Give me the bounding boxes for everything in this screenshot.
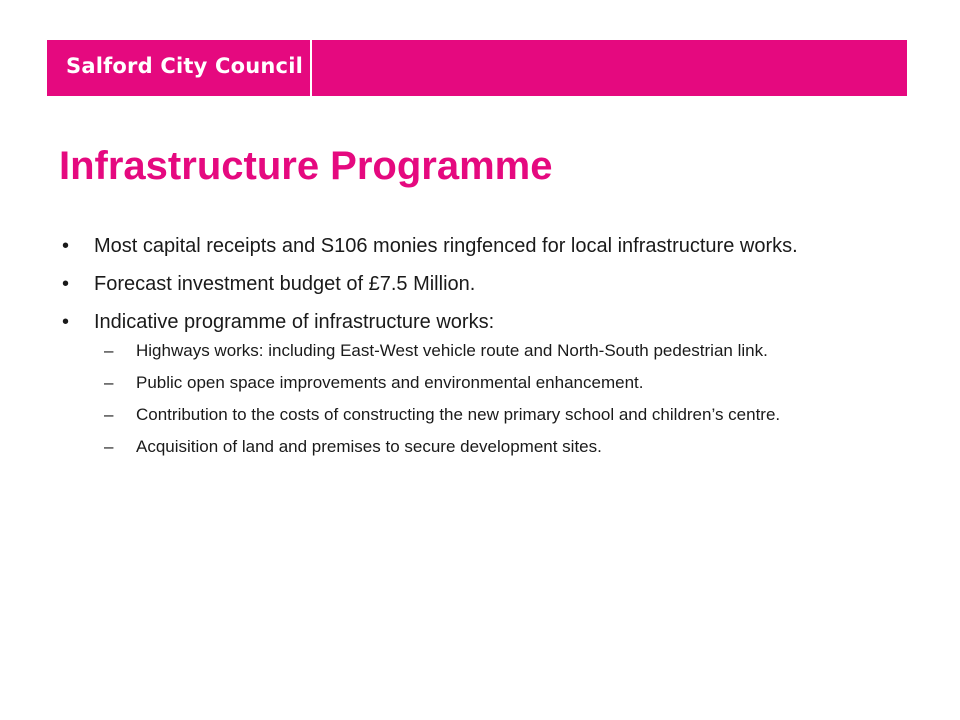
slide-title: Infrastructure Programme bbox=[59, 144, 553, 188]
dash-marker: – bbox=[104, 405, 114, 424]
bullet-marker: • bbox=[62, 235, 70, 257]
brand-cell bbox=[47, 40, 312, 96]
sub-bullet-item bbox=[104, 340, 882, 362]
bullet-text: Forecast investment budget of £7.5 Million. bbox=[94, 273, 476, 295]
bullet-text: Most capital receipts and S106 monies ringfenced for local infrastructure works. bbox=[94, 235, 798, 257]
sub-bullet-item bbox=[104, 404, 882, 426]
sub-bullet-item bbox=[104, 372, 882, 394]
bullet-marker: • bbox=[62, 273, 70, 295]
bullet-text: Indicative programme of infrastructure works: bbox=[94, 311, 495, 333]
sub-bullet-text: Public open space improvements and environmental enhancement. bbox=[136, 373, 644, 392]
dash-marker: – bbox=[104, 437, 114, 456]
dash-marker: – bbox=[104, 373, 114, 392]
bullet-item bbox=[62, 309, 882, 336]
sub-bullet-text: Contribution to the costs of constructing the new primary school and children’s centre. bbox=[136, 405, 781, 424]
sub-bullet-list bbox=[104, 340, 882, 458]
bullet-marker: • bbox=[62, 311, 70, 333]
bullet-item bbox=[62, 233, 882, 260]
sub-bullet-text: Acquisition of land and premises to secure development sites. bbox=[136, 437, 602, 456]
header-bar bbox=[47, 40, 907, 96]
sub-bullet-item bbox=[104, 436, 882, 458]
bullet-list bbox=[62, 233, 882, 468]
bullet-item bbox=[62, 271, 882, 298]
sub-bullet-text: Highways works: including East-West vehicle route and North-South pedestrian link. bbox=[136, 341, 768, 360]
dash-marker: – bbox=[104, 341, 114, 360]
brand-logo-text: Salford City Council bbox=[66, 54, 303, 78]
